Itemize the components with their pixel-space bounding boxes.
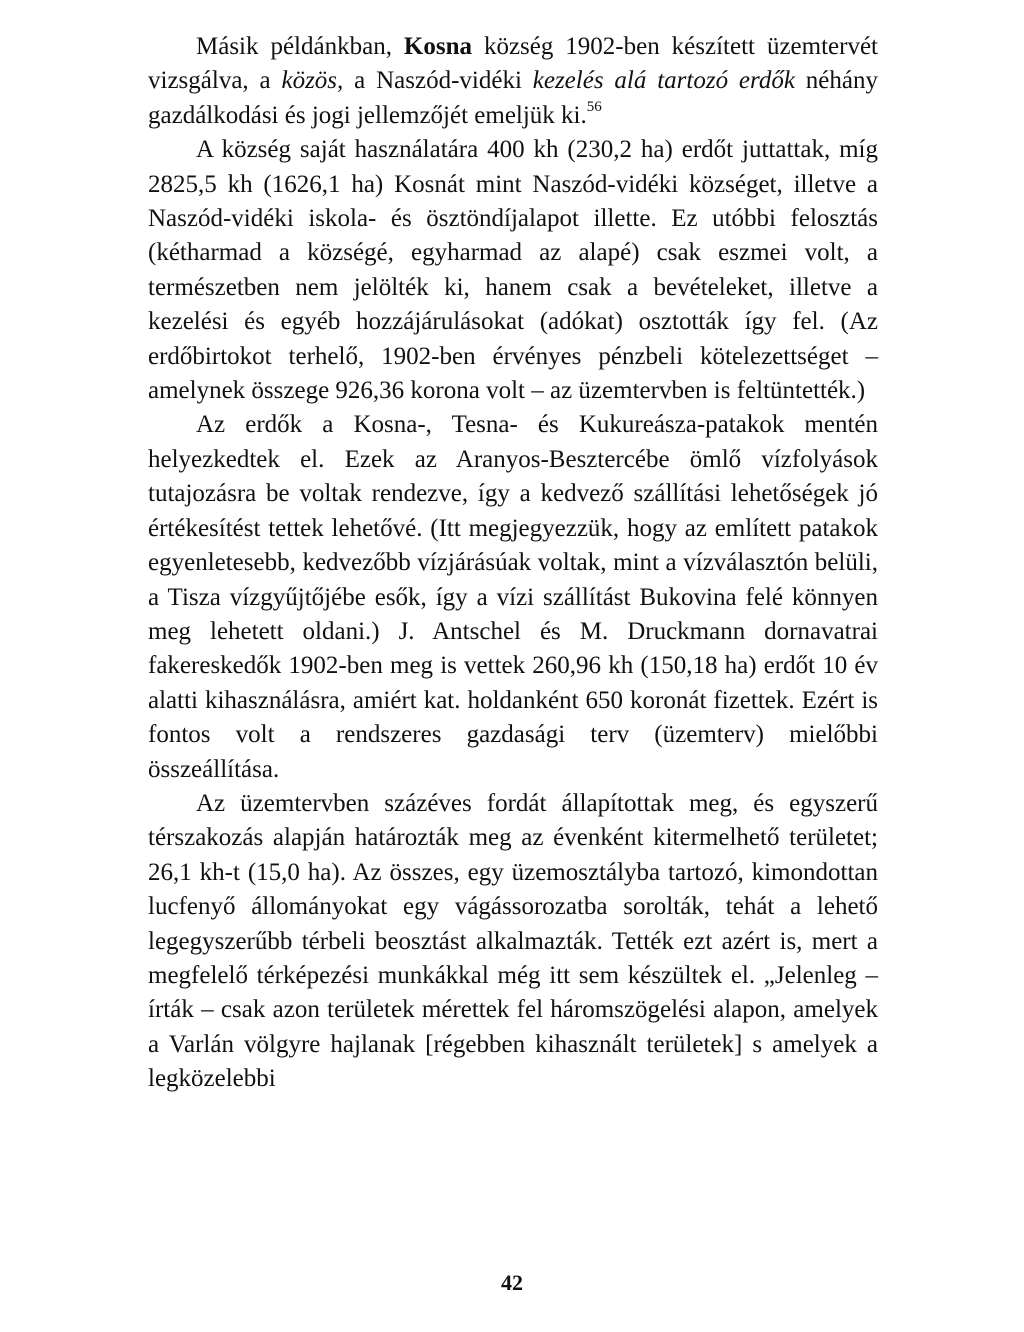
footnote-marker: 56 — [586, 99, 602, 116]
page-body — [148, 30, 878, 1097]
paragraph-1 — [148, 30, 878, 133]
text-segment: A község saját használatára 400 kh (230,2 ha) erdőt juttattak, míg 2825,5 kh (1626,1 ha) Kosnát mint Naszód-vidéki községet, illetve a Naszód-vidéki iskola- és ösztöndíjalapot illette. Ez utóbbi felosztás (kétharmad a községé, egyharmad az alapé) csak eszmei volt, a természetben nem jelölték ki, hanem csak a bevételeket, illetve a kezelési és egyéb hozzájárulásokat (adókat) osztották így fel. (Az erdőbirtokot terhelő, 1902-ben érvényes pénzbeli kötelezettséget – amelynek összege 926,36 korona volt – az üzemtervben is feltüntették.) — [148, 136, 878, 405]
italic-segment: kezelés alá tartozó erdők — [532, 67, 795, 95]
page-number: 42 — [501, 1270, 523, 1295]
paragraph-2 — [148, 133, 878, 408]
text-segment: Másik példánkban, — [196, 33, 404, 60]
text-segment: község 1902-ben készített üzemtervét vizsgálva, a — [148, 33, 878, 95]
italic-segment: közös, — [281, 67, 344, 95]
paragraph-4 — [148, 787, 878, 1097]
text-segment: Az üzemtervben százéves fordát állapítottak meg, és egyszerű térszakozás alapján határozták meg az évenként kitermelhető területet; 26,1 kh-t (15,0 ha). Az összes, egy üzemosztályba tartozó, kimondottan lucfenyő állományokat egy vágássorozatba sorolták, tehát a lehető legegyszerűbb térbeli beosztást alkalmazták. Tették ezt azért is, mert a megfelelő térképezési munkákkal még itt sem készültek el. „Jelenleg – írták – csak azon területek mérettek fel háromszögelési alapon, amelyek a Varlán völgyre hajlanak [régebben kihasznált területek] s amelyek a legközelebbi — [148, 789, 878, 1093]
text-segment: a Naszód-vidéki — [343, 67, 533, 95]
paragraph-3 — [148, 408, 878, 786]
text-segment: néhány gazdálkodási és jogi jellemzőjét emeljük ki. — [148, 67, 878, 129]
bold-segment: Kosna — [403, 33, 472, 60]
text-segment: Az erdők a Kosna-, Tesna- és Kukureásza-patakok mentén helyezkedtek el. Ezek az Aranyos-Besztercébe ömlő vízfolyások tutajozásra be voltak rendezve, így a kedvező szállítási lehetőségek jó értékesítést tettek lehetővé. (Itt megjegyezzük, hogy az említett patakok egyenletesebb, kedvezőbb vízjárásúak voltak, mint a vízválasztón belüli, a Tisza vízgyűjtőjébe esők, így a vízi szállítást Bukovina felé könnyen meg lehetett oldani.) J. Antschel és M. Druckmann dornavatrai fakereskedők 1902-ben meg is vettek 260,96 kh (150,18 ha) erdőt 10 év alatti kihasználásra, amiért kat. holdanként 650 koronát fizettek. Ezért is fontos volt a rendszeres gazdasági terv (üzemterv) mielőbbi összeállítása. — [148, 411, 878, 783]
